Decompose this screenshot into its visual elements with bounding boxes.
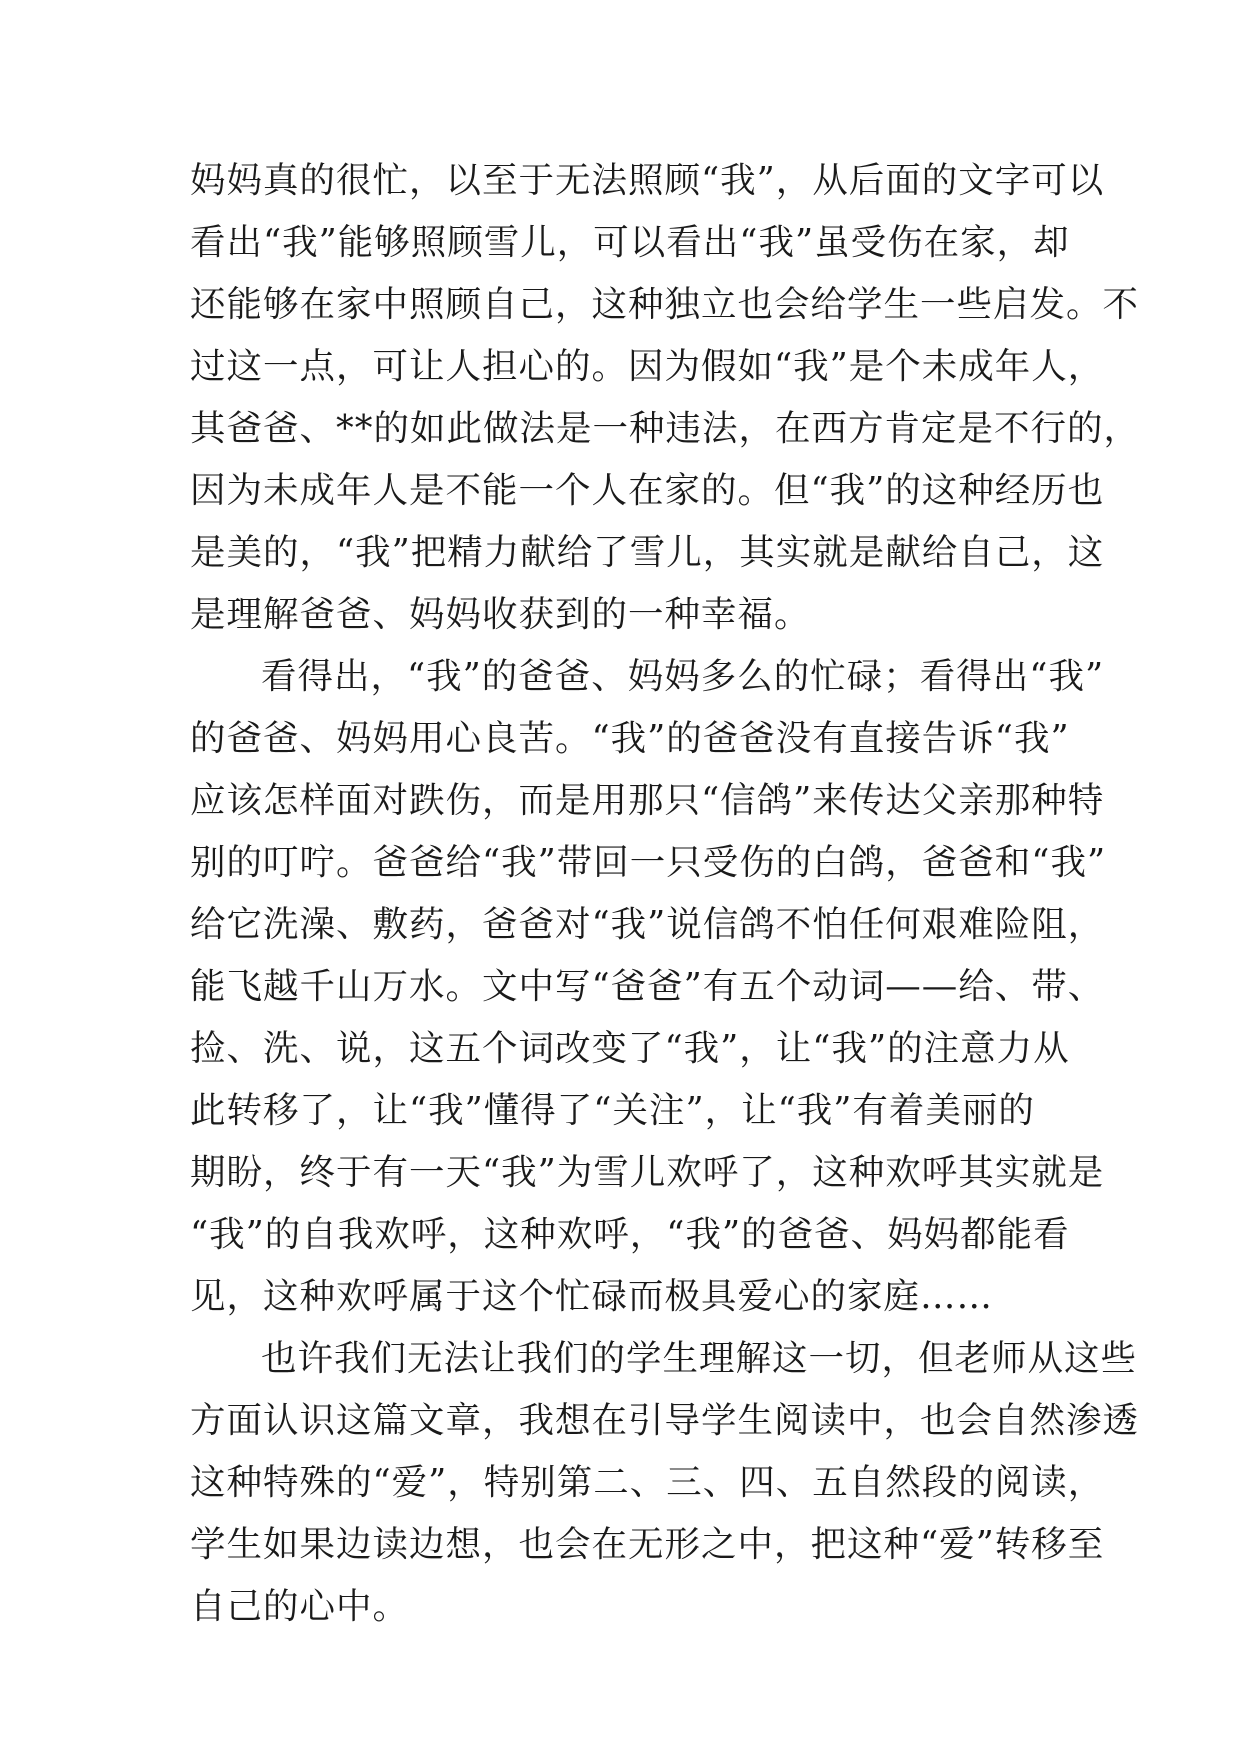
text-line: 给它洗澡、敷药，爸爸对“我”说信鸽不怕任何艰难险阻， bbox=[190, 904, 1105, 945]
text-line: “我”的自我欢呼，这种欢呼，“我”的爸爸、妈妈都能看 bbox=[190, 1214, 1070, 1255]
text-line: 期盼，终于有一天“我”为雪儿欢呼了，这种欢呼其实就是 bbox=[190, 1152, 1105, 1193]
text-line: 方面认识这篇文章，我想在引导学生阅读中，也会自然渗透 bbox=[190, 1400, 1140, 1441]
text-line: 的爸爸、妈妈用心良苦。“我”的爸爸没有直接告诉“我” bbox=[190, 718, 1070, 759]
text-line: 是美的，“我”把精力献给了雪儿，其实就是献给自己，这 bbox=[190, 532, 1105, 573]
text-line: 是理解爸爸、妈妈收获到的一种幸福。 bbox=[190, 594, 811, 635]
text-line: 能飞越千山万水。文中写“爸爸”有五个动词——给、带、 bbox=[190, 966, 1105, 1007]
text-line: 因为未成年人是不能一个人在家的。但“我”的这种经历也 bbox=[190, 470, 1105, 511]
text-line: 自己的心中。 bbox=[190, 1586, 410, 1627]
paragraph-3 bbox=[190, 1328, 1140, 1638]
text-line: 学生如果边读边想，也会在无形之中，把这种“爱”转移至 bbox=[190, 1524, 1105, 1565]
text-line: 捡、洗、说，这五个词改变了“我”，让“我”的注意力从 bbox=[190, 1028, 1070, 1069]
paragraph-1 bbox=[190, 150, 1141, 646]
text-line: 见，这种欢呼属于这个忙碌而极具爱心的家庭…… bbox=[190, 1276, 994, 1317]
paragraph-2 bbox=[190, 646, 1107, 1328]
text-line: 应该怎样面对跌伤，而是用那只“信鸽”来传达父亲那种特 bbox=[190, 780, 1105, 821]
text-line: 看出“我”能够照顾雪儿，可以看出“我”虽受伤在家，却 bbox=[190, 222, 1070, 263]
text-line: 过这一点，可让人担心的。因为假如“我”是个未成年人， bbox=[190, 346, 1105, 387]
text-line: 此转移了，让“我”懂得了“关注”，让“我”有着美丽的 bbox=[190, 1090, 1035, 1131]
text-line: 其爸爸、**的如此做法是一种违法，在西方肯定是不行的， bbox=[190, 408, 1141, 449]
text-line-first: 也许我们无法让我们的学生理解这一切，但老师从这些 bbox=[261, 1338, 1138, 1379]
text-line-first: 看得出，“我”的爸爸、妈妈多么的忙碌；看得出“我” bbox=[261, 656, 1105, 697]
text-line: 还能够在家中照顾自己，这种独立也会给学生一些启发。不 bbox=[190, 284, 1140, 325]
text-line: 妈妈真的很忙，以至于无法照顾“我”，从后面的文字可以 bbox=[190, 160, 1105, 201]
text-line: 这种特殊的“爱”，特别第二、三、四、五自然段的阅读， bbox=[190, 1462, 1105, 1503]
text-line: 别的叮咛。爸爸给“我”带回一只受伤的白鸽，爸爸和“我” bbox=[190, 842, 1107, 883]
document-page bbox=[190, 150, 1141, 1638]
